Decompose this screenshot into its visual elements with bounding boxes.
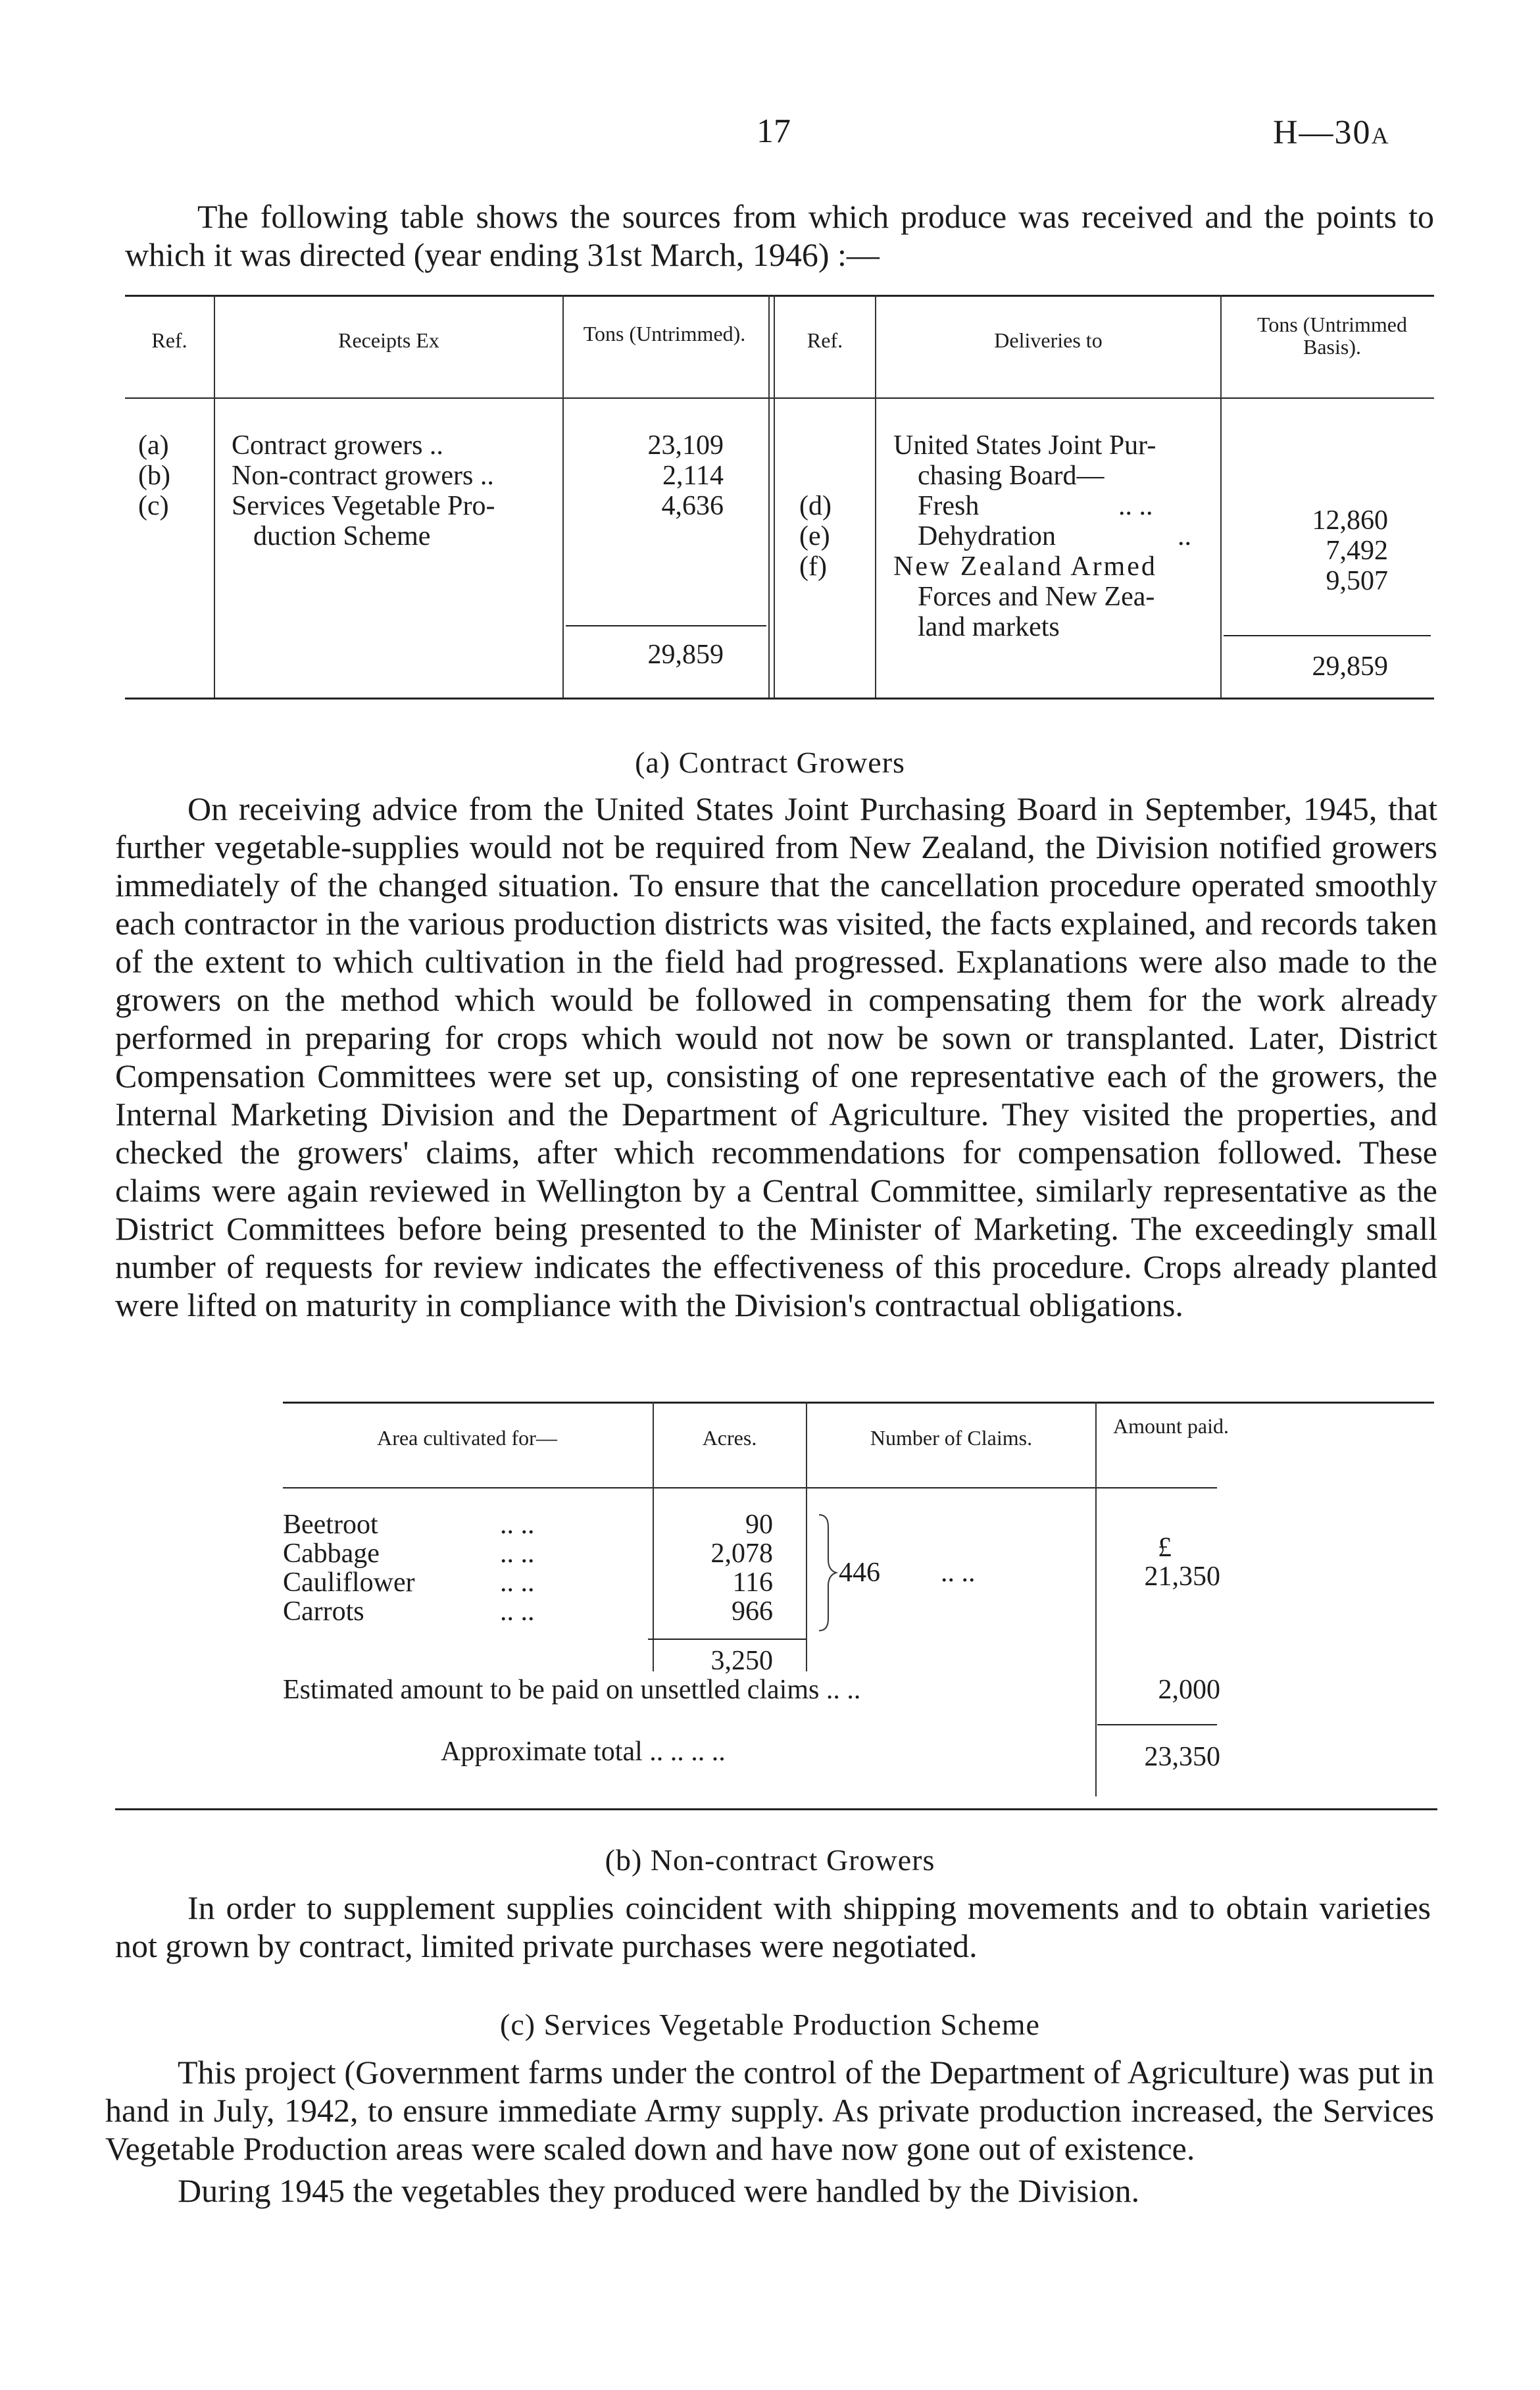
table2-bottom-rule: [115, 1808, 1437, 1810]
col-header-acres: Acres.: [702, 1426, 757, 1450]
page-number: 17: [757, 113, 791, 150]
section-a-body: On receiving advice from the United States Joint Purchasing Board in September, 1945, that further vegetable-supplies would not be required from New Zealand, the Division notified growers immediately of the changed situation. To ensure that the cancellation procedure operated smoothly each contractor in the various production districts was visited, the facts explained, and records taken of the extent to which cultivation in the field had progressed. Explanations were also made to the growers on the method which would be followed in compensating them for the work already performed in preparing for crops which would not now be sown or transplanted. Later, District Compensation Committees were set up, consisting of one representative each of the growers, the Internal Marketing Division and the Department of Agriculture. They visited the properties, and checked the growers' claims, after which recommendations for compensation followed. These claims were again reviewed in Wellington by a Central Committee, similarly representative as the District Committees before being presented to the Minister of Marketing. The exceedingly small number of requests for review indicates the effectiveness of this procedure. Crops already planted were lifted on maturity in compliance with the Division's contractual obligations.: [115, 790, 1437, 1323]
delivery-tons: 7,492: [1326, 536, 1388, 566]
crop-leader: .. ..: [500, 1596, 535, 1627]
col-header-amount: Amount paid.: [1113, 1414, 1229, 1438]
deliveries-total: 29,859: [1312, 651, 1388, 682]
crop-name: Beetroot: [283, 1510, 378, 1540]
table-bottom-rule: [125, 698, 1434, 699]
table2-top-rule: [283, 1402, 1434, 1404]
col-header-receipts: Receipts Ex: [338, 328, 439, 352]
col-rule: [1220, 295, 1222, 698]
receipt-tons: 2,114: [662, 461, 724, 491]
section-b-title: (b) Non-contract Growers: [605, 1843, 935, 1877]
acres-total: 3,250: [710, 1646, 773, 1676]
document-reference: [1273, 113, 1390, 152]
col-rule: [214, 295, 215, 698]
deliveries-heading: United States Joint Pur-: [893, 430, 1156, 461]
section-c-body: This project (Government farms under the control of the Department of Agriculture) was put in hand in July, 1942, to ensure immediate Army supply. As private production increased, the Services Vegetable Production areas were scaled down and have now gone out of existence.: [105, 2054, 1434, 2167]
approx-total-amount: 23,350: [1144, 1742, 1220, 1772]
crop-leader: .. ..: [500, 1567, 535, 1598]
receipt-tons: 4,636: [661, 491, 724, 521]
receipts-total-rule: [566, 625, 766, 626]
intro-paragraph: The following table shows the sources from which produce was received and the points to which it was directed (year ending 31st March, 1946) :—: [125, 198, 1434, 273]
delivery-ref: (f): [799, 551, 827, 582]
col-header-claims: Number of Claims.: [870, 1426, 1033, 1450]
delivery-label: Fresh: [918, 491, 980, 521]
receipts-total: 29,859: [647, 640, 724, 670]
delivery-leader: .. ..: [1118, 491, 1153, 521]
claims-count: 446: [839, 1558, 880, 1588]
table2-header-rule: [283, 1487, 1217, 1488]
receipt-label-continued: duction Scheme: [253, 521, 431, 551]
table-header-rule: [125, 397, 1434, 399]
section-a-title: (a) Contract Growers: [635, 746, 905, 779]
delivery-tons: 12,860: [1312, 505, 1388, 536]
crop-name: Cauliflower: [283, 1567, 415, 1598]
receipt-label: Non-contract growers ..: [232, 461, 494, 491]
delivery-label-continued: Forces and New Zea-: [918, 582, 1155, 612]
delivery-leader: ..: [1178, 521, 1191, 551]
estimated-amount: 2,000: [1158, 1675, 1220, 1705]
amount-paid: 21,350: [1144, 1562, 1220, 1592]
crop-acres: 90: [745, 1510, 773, 1540]
col-header-deliveries: Deliveries to: [994, 328, 1103, 352]
delivery-ref: (e): [799, 521, 830, 551]
col-header-ref: Ref.: [151, 328, 187, 352]
reference-main: H—30: [1273, 114, 1372, 151]
delivery-label: New Zealand Armed: [893, 551, 1157, 582]
receipt-label: Services Vegetable Pro-: [232, 491, 495, 521]
claims-leader: .. ..: [941, 1558, 976, 1588]
approx-total-rule: [1097, 1724, 1217, 1725]
col-rule: [1095, 1402, 1097, 1796]
section-c-body-2: During 1945 the vegetables they produced were handled by the Division.: [178, 2172, 1140, 2209]
col-header-area: Area cultivated for—: [377, 1426, 557, 1450]
receipt-tons: 23,109: [647, 430, 724, 461]
table-top-rule: [125, 295, 1434, 297]
col-header-ref-2: Ref.: [807, 328, 843, 352]
section-c-title: (c) Services Vegetable Production Scheme: [500, 2008, 1040, 2041]
reference-suffix: A: [1371, 122, 1390, 149]
receipt-ref: (b): [138, 461, 170, 491]
brace-icon: [812, 1513, 839, 1632]
delivery-label-continued: land markets: [918, 612, 1060, 642]
estimated-label: Estimated amount to be paid on unsettled claims .. ..: [283, 1675, 861, 1705]
delivery-ref: (d): [799, 491, 832, 521]
crop-leader: .. ..: [500, 1538, 535, 1569]
crop-leader: .. ..: [500, 1510, 535, 1540]
delivery-label: Dehydration: [918, 521, 1056, 551]
acres-total-rule: [648, 1639, 806, 1640]
receipt-ref: (c): [138, 491, 169, 521]
approx-total-label: Approximate total .. .. .. ..: [441, 1737, 726, 1767]
receipt-ref: (a): [138, 430, 169, 461]
col-header-tons: Tons (Untrimmed).: [583, 322, 746, 345]
currency-symbol: £: [1158, 1533, 1172, 1563]
col-rule: [774, 295, 775, 698]
deliveries-total-rule: [1224, 635, 1431, 636]
col-rule: [768, 295, 770, 698]
col-header-tons-2: Tons (Untrimmed Basis).: [1257, 313, 1407, 359]
delivery-tons: 9,507: [1326, 566, 1388, 596]
crop-name: Carrots: [283, 1596, 364, 1627]
section-b-body: In order to supplement supplies coincident with shipping movements and to obtain varieties not grown by contract, limited private purchases were negotiated.: [115, 1889, 1431, 1964]
receipt-label: Contract growers ..: [232, 430, 443, 461]
crop-name: Cabbage: [283, 1538, 380, 1569]
deliveries-heading-continued: chasing Board—: [918, 461, 1105, 491]
crop-acres: 966: [732, 1596, 773, 1627]
col-rule: [875, 295, 876, 698]
col-rule: [562, 295, 564, 698]
crop-acres: 2,078: [710, 1538, 773, 1569]
crop-acres: 116: [732, 1567, 773, 1598]
